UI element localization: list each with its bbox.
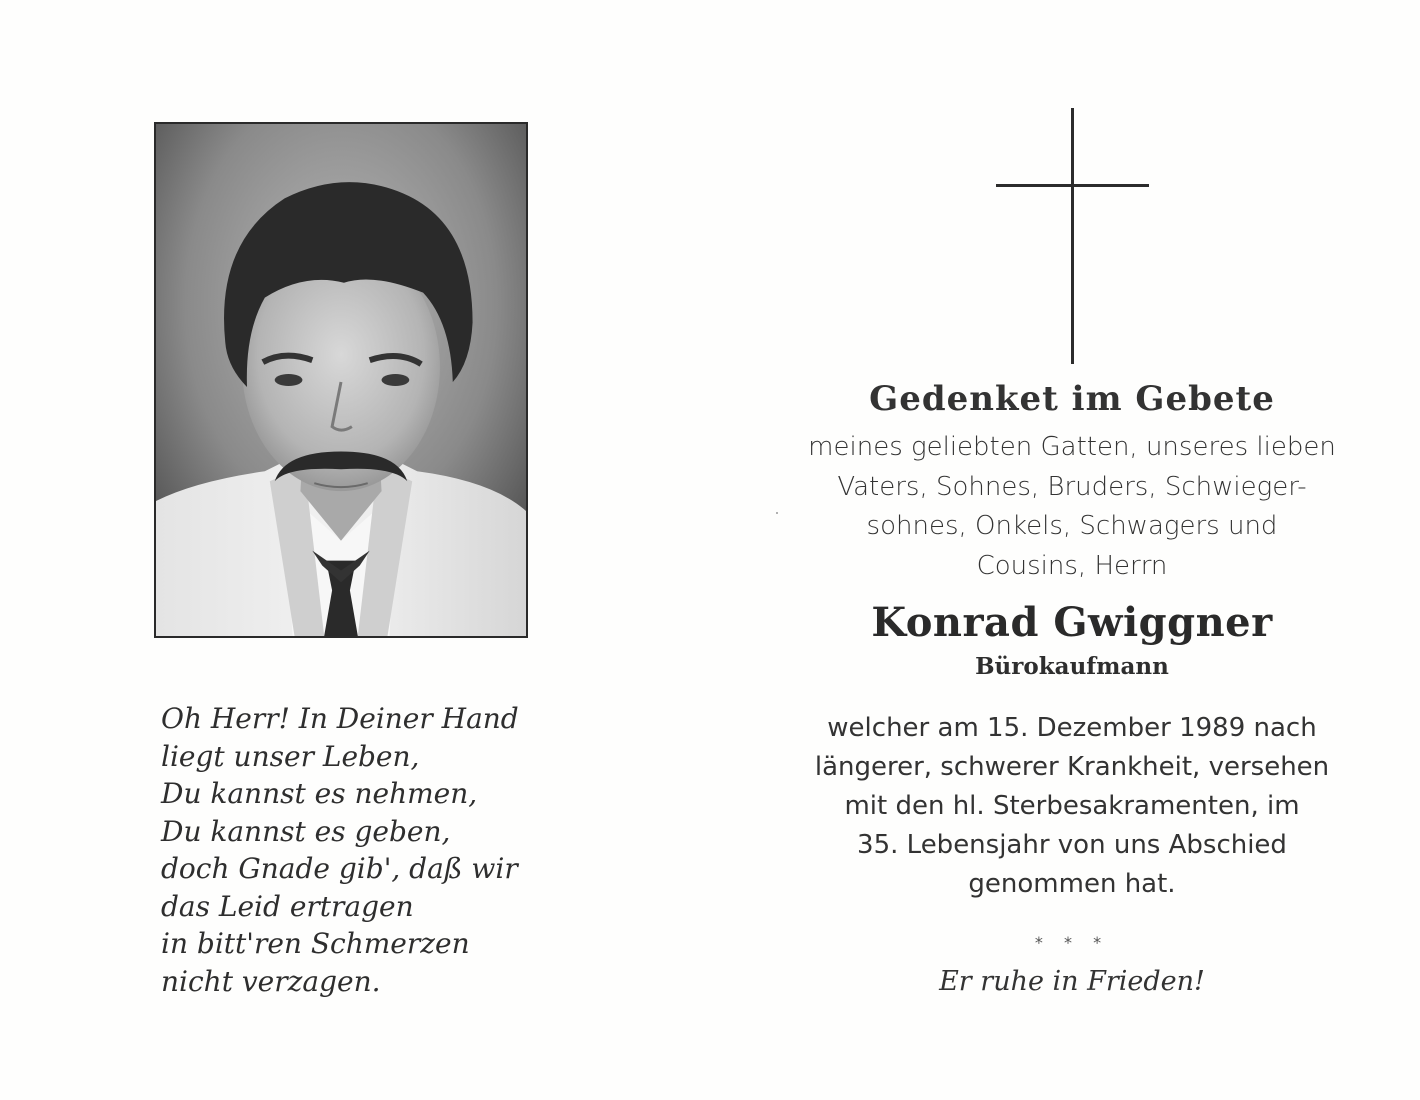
poem-line: in bitt'ren Schmerzen <box>161 927 470 960</box>
body-line: mit den hl. Sterbesakramenten, im <box>844 791 1300 821</box>
portrait-photo <box>154 122 528 638</box>
memorial-intro <box>772 428 1372 586</box>
separator-stars: * * * <box>1034 933 1110 952</box>
body-line: welcher am 15. Dezember 1989 nach <box>827 713 1317 743</box>
cross-icon-horizontal <box>996 184 1149 187</box>
memorial-body <box>772 709 1372 904</box>
intro-line: Cousins, Herrn <box>976 550 1168 581</box>
intro-line: meines geliebten Gatten, unseres lieben <box>808 432 1336 462</box>
cross-icon-vertical <box>1071 108 1074 364</box>
body-line: genommen hat. <box>968 869 1176 899</box>
intro-line: sohnes, Onkels, Schwagers und <box>866 511 1278 541</box>
deceased-name: Konrad Gwiggner <box>871 599 1273 646</box>
poem-line: nicht verzagen. <box>161 964 381 998</box>
poem-line: das Leid ertragen <box>161 889 414 923</box>
intro-line: Vaters, Sohnes, Bruders, Schwieger- <box>837 471 1307 502</box>
portrait-photo-icon <box>156 124 526 636</box>
closing-line: Er ruhe in Frieden! <box>939 966 1205 997</box>
body-line: längerer, schwerer Krankheit, versehen <box>814 752 1330 782</box>
poem-line: Oh Herr! In Deiner Hand <box>161 702 519 735</box>
poem-line: Du kannst es nehmen, <box>161 777 478 810</box>
memorial-heading: Gedenket im Gebete <box>869 379 1275 419</box>
body-line: 35. Lebensjahr von uns Abschied <box>857 830 1287 860</box>
deceased-profession: Bürokaufmann <box>975 653 1169 680</box>
poem-line: doch Gnade gib', daß wir <box>161 852 518 885</box>
memorial-text <box>772 372 1372 1002</box>
poem-line: liegt unser Leben, <box>161 739 420 773</box>
poem-verse <box>161 700 581 1000</box>
paper-speck <box>776 512 778 514</box>
poem-line: Du kannst es geben, <box>161 814 451 848</box>
